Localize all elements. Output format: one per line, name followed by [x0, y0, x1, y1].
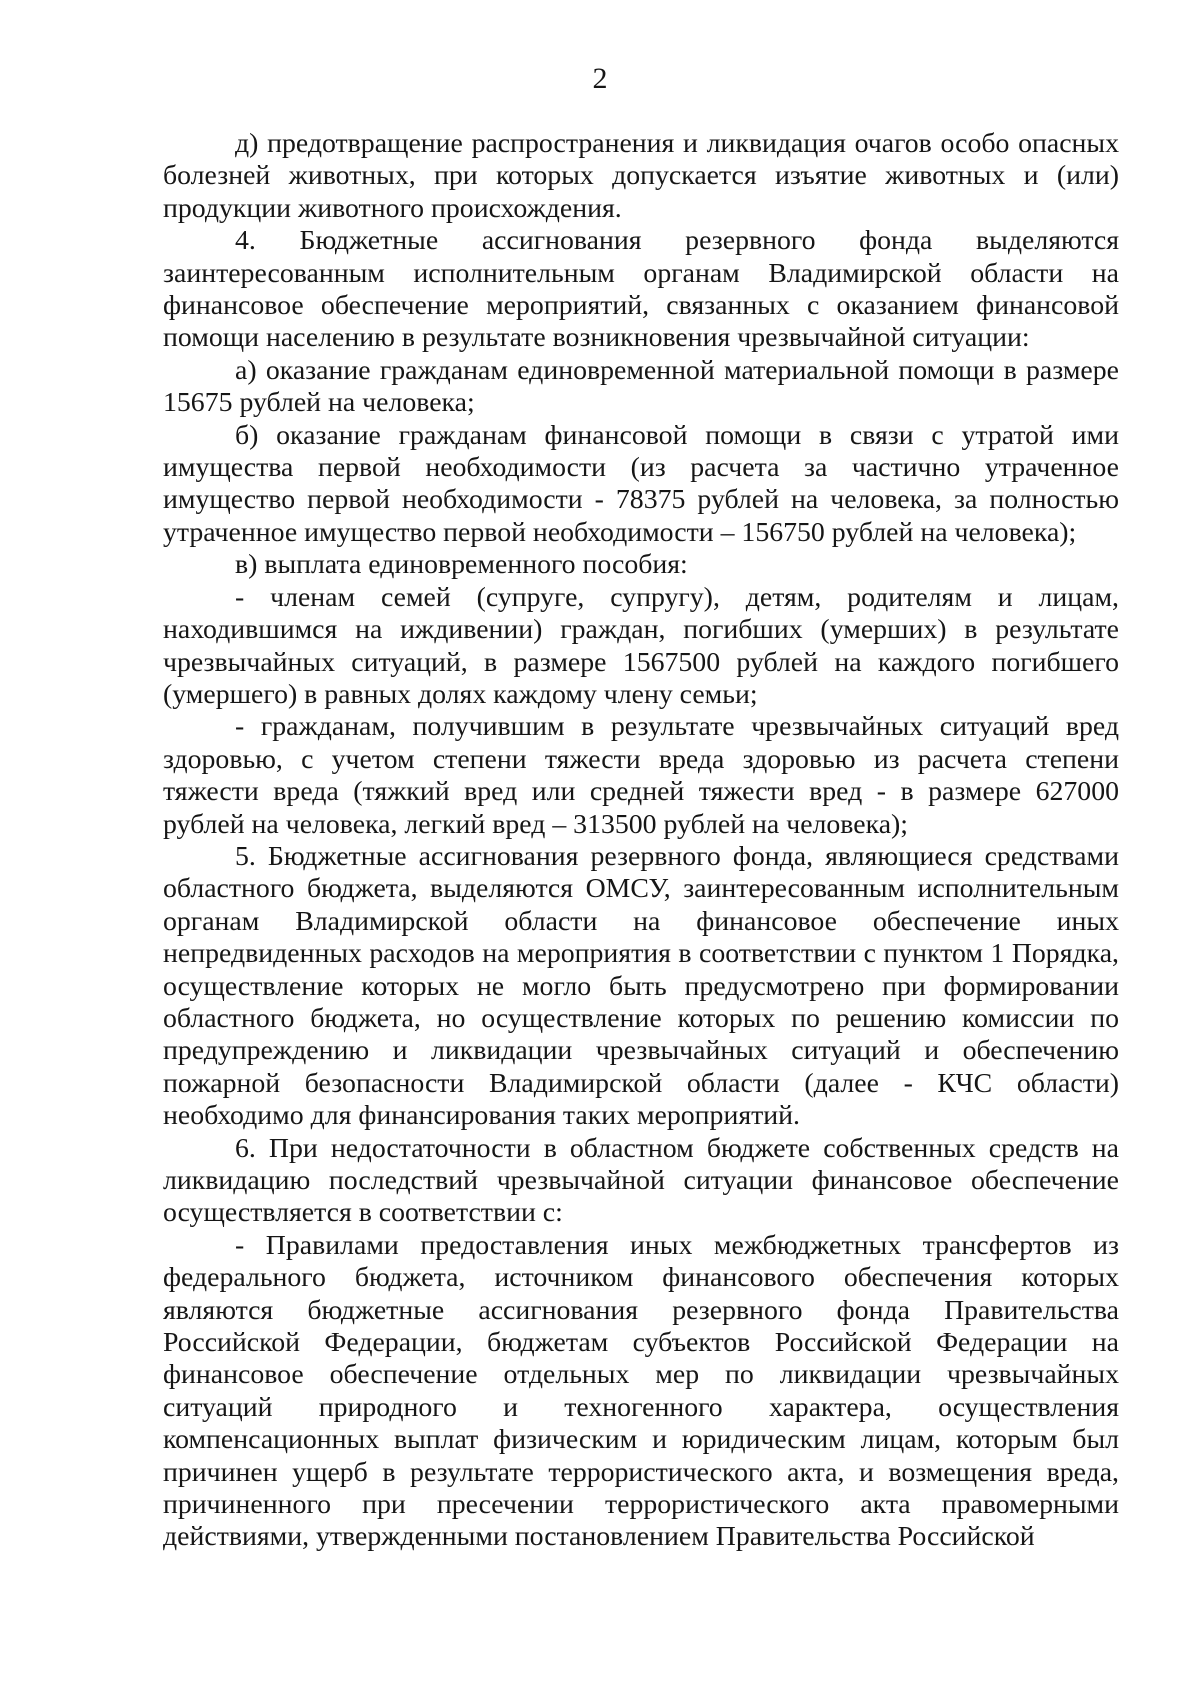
paragraph-item-a: а) оказание гражданам единовременной материальной помощи в размере 15675 рублей на человека; — [163, 354, 1119, 419]
paragraph-clause-6: 6. При недостаточности в областном бюджете собственных средств на ликвидацию последствий чрезвычайной ситуации финансовое обеспечение осуществляется в соответствии с: — [163, 1132, 1119, 1229]
document-body — [163, 128, 1119, 1554]
paragraph-dash-rules: - Правилами предоставления иных межбюджетных трансфертов из федерального бюджета, источником финансового обеспечения которых являются бюджетные ассигнования резервного фонда Правительства Российской Федерации, бюджетам субъектов Российской Федерации на финансовое обеспечение отдельных мер по ликвидации чрезвычайных ситуаций природного и техногенного характера, осуществления компенсационных выплат физическим и юридическим лицам, которым был причинен ущерб в результате террористического акта, и возмещения вреда, причиненного при пресечении террористического акта правомерными действиями, утвержденными постановлением Правительства Российской — [163, 1229, 1119, 1553]
paragraph-item-d: д) предотвращение распространения и ликвидация очагов особо опасных болезней животных, при которых допускается изъятие животных и (или) продукции животного происхождения. — [163, 128, 1119, 224]
paragraph-dash-health: - гражданам, получившим в результате чрезвычайных ситуаций вред здоровью, с учетом степени тяжести вреда здоровью из расчета степени тяжести вреда (тяжкий вред или средней тяжести вред - в размере 627000 рублей на человека, легкий вред – 313500 рублей на человека); — [163, 711, 1119, 840]
paragraph-clause-5: 5. Бюджетные ассигнования резервного фонда, являющиеся средствами областного бюджета, выделяются ОМСУ, заинтересованным исполнительным органам Владимирской области на финансовое обеспечение иных непредвиденных расходов на мероприятия в соответствии с пунктом 1 Порядка, осуществление которых не могло быть предусмотрено при формировании областного бюджета, но осуществление которых по решению комиссии по предупреждению и ликвидации чрезвычайных ситуаций и обеспечению пожарной безопасности Владимирской области (далее - КЧС области) необходимо для финансирования таких мероприятий. — [163, 840, 1119, 1132]
paragraph-item-b: б) оказание гражданам финансовой помощи в связи с утратой ими имущества первой необходимости (из расчета за частично утраченное имущество первой необходимости - 78375 рублей на человека, за полностью утраченное имущество первой необходимости – 156750 рублей на человека); — [163, 419, 1119, 548]
page-number: 2 — [592, 62, 608, 95]
paragraph-dash-family: - членам семей (супруге, супругу), детям, родителям и лицам, находившимся на иждивении) граждан, погибших (умерших) в результате чрезвычайных ситуаций, в размере 1567500 рублей на каждого погибшего (умершего) в равных долях каждому члену семьи; — [163, 581, 1119, 710]
paragraph-clause-4: 4. Бюджетные ассигнования резервного фонда выделяются заинтересованным исполнительным органам Владимирской области на финансовое обеспечение мероприятий, связанных с оказанием финансовой помощи населению в результате возникновения чрезвычайной ситуации: — [163, 225, 1119, 354]
paragraph-item-v: в) выплата единовременного пособия: — [235, 549, 688, 581]
